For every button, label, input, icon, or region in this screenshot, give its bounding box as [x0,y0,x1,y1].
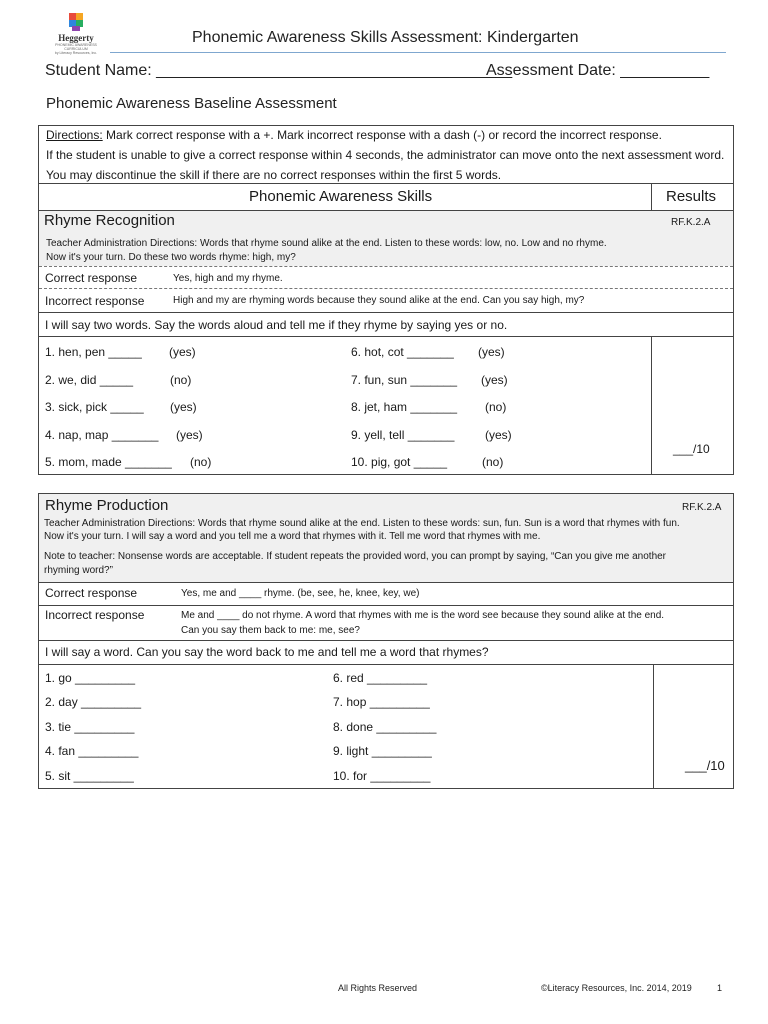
assessment-date-field[interactable]: Assessment Date: __________ [486,62,710,79]
directions-line-3: You may discontinue the skill if there are no correct responses within the first 5 words. [46,168,502,182]
rhyme-production-title: Rhyme Production [45,497,169,514]
production-item-10[interactable]: 10. for _________ [333,769,431,783]
recognition-item-3[interactable]: 3. sick, pick _____ [45,400,144,414]
rhyme-production-standard: RF.K.2.A [682,502,722,513]
recognition-item-5[interactable]: 5. mom, made _______ [45,455,172,469]
student-name-field[interactable]: Student Name: ________________________________________ [45,62,513,79]
logo-subtitle: PHONEMIC AWARENESS CURRICULUM [55,43,97,51]
logo-blocks-icon [65,12,87,32]
recognition-item-6-answer: (yes) [478,345,505,359]
production-item-9[interactable]: 9. light _________ [333,744,432,758]
footer-rights: All Rights Reserved [338,983,418,993]
incorrect-response-text: High and my are rhyming words because they sound alike at the end. Can you say high, my? [173,295,585,306]
skills-column-header: Phonemic Awareness Skills [249,188,433,205]
production-item-7[interactable]: 7. hop _________ [333,695,430,709]
baseline-assessment-title: Phonemic Awareness Baseline Assessment [46,95,337,112]
title-divider [110,52,726,53]
recognition-item-8[interactable]: 8. jet, ham _______ [351,400,458,414]
production-correct-text: Yes, me and ____ rhyme. (be, see, he, knee, key, we) [181,588,420,599]
recognition-item-6[interactable]: 6. hot, cot _______ [351,345,454,359]
footer-copyright: ©Literacy Resources, Inc. 2014, 2019 [541,983,692,993]
rhyme-production-score[interactable]: ___/10 [685,758,725,773]
rhyme-production-directions-1: Teacher Administration Directions: Words that rhyme sound alike at the end. Listen to these words: sun, fun. Sun is a word that rhymes with fun. [44,518,680,529]
directions-line-1: Directions: Mark correct response with a +. Mark incorrect response with a dash (-) or record the incorrect response. [46,128,662,142]
rhyme-production-prompt: I will say a word. Can you say the word back to me and tell me a word that rhymes? [45,645,489,659]
recognition-item-1-answer: (yes) [169,345,196,359]
production-item-1[interactable]: 1. go _________ [45,671,136,685]
production-correct-label: Correct response [45,586,138,600]
recognition-item-9[interactable]: 9. yell, tell _______ [351,428,455,442]
production-item-3[interactable]: 3. tie _________ [45,720,135,734]
recognition-item-4[interactable]: 4. nap, map _______ [45,428,159,442]
rhyme-recognition-title: Rhyme Recognition [44,212,175,229]
rhyme-production-note-2: rhyming word?” [44,565,113,576]
production-item-4[interactable]: 4. fan _________ [45,744,139,758]
logo-subtitle-2: by Literacy Resources, Inc. [54,51,98,55]
rhyme-recognition-directions-1: Teacher Administration Directions: Words that rhyme sound alike at the end. Listen to these words: low, no. Low and no rhyme. [46,238,607,249]
footer-page-number: 1 [717,983,723,993]
recognition-item-7-answer: (yes) [481,373,508,387]
recognition-item-10-answer: (no) [482,455,504,469]
rhyme-recognition-score[interactable]: ___/10 [673,442,710,456]
heggerty-logo [44,12,108,55]
recognition-item-10[interactable]: 10. pig, got _____ [351,455,448,469]
production-item-5[interactable]: 5. sit _________ [45,769,134,783]
production-incorrect-label: Incorrect response [45,608,145,622]
recognition-item-4-answer: (yes) [176,428,203,442]
recognition-item-5-answer: (no) [190,455,212,469]
recognition-item-2[interactable]: 2. we, did _____ [45,373,134,387]
correct-response-label: Correct response [45,271,138,285]
production-incorrect-text-1: Me and ____ do not rhyme. A word that rhymes with me is the word see because they sound alike at the end. [181,610,665,621]
recognition-item-2-answer: (no) [170,373,192,387]
directions-label: Directions: [46,128,103,142]
correct-response-text: Yes, high and my rhyme. [173,273,283,284]
rhyme-production-table [38,493,734,789]
results-column-header: Results [666,188,717,205]
logo-name: Heggerty [58,33,94,43]
production-item-2[interactable]: 2. day _________ [45,695,142,709]
recognition-item-8-answer: (no) [485,400,507,414]
rhyme-recognition-directions-2: Now it's your turn. Do these two words rhyme: high, my? [46,252,296,263]
recognition-item-7[interactable]: 7. fun, sun _______ [351,373,458,387]
production-item-8[interactable]: 8. done _________ [333,720,437,734]
recognition-item-3-answer: (yes) [170,400,197,414]
rhyme-recognition-standard: RF.K.2.A [671,217,711,228]
production-item-6[interactable]: 6. red _________ [333,671,428,685]
recognition-item-9-answer: (yes) [485,428,512,442]
production-incorrect-text-2: Can you say them back to me: me, see? [181,625,360,636]
incorrect-response-label: Incorrect response [45,294,145,308]
rhyme-recognition-table [38,125,734,475]
recognition-item-1[interactable]: 1. hen, pen _____ [45,345,142,359]
directions-line-2: If the student is unable to give a correct response within 4 seconds, the administrator can move onto the next assessment word. [46,148,725,162]
rhyme-production-note-1: Note to teacher: Nonsense words are acceptable. If student repeats the provided word, you can prompt by saying, “Can you give me another [44,551,667,562]
document-title: Phonemic Awareness Skills Assessment: Kindergarten [192,29,579,46]
rhyme-recognition-prompt: I will say two words. Say the words aloud and tell me if they rhyme by saying yes or no. [45,318,508,332]
rhyme-production-directions-2: Now it's your turn. I will say a word and you tell me a word that rhymes with it. Tell me word that rhymes with me. [44,531,541,542]
